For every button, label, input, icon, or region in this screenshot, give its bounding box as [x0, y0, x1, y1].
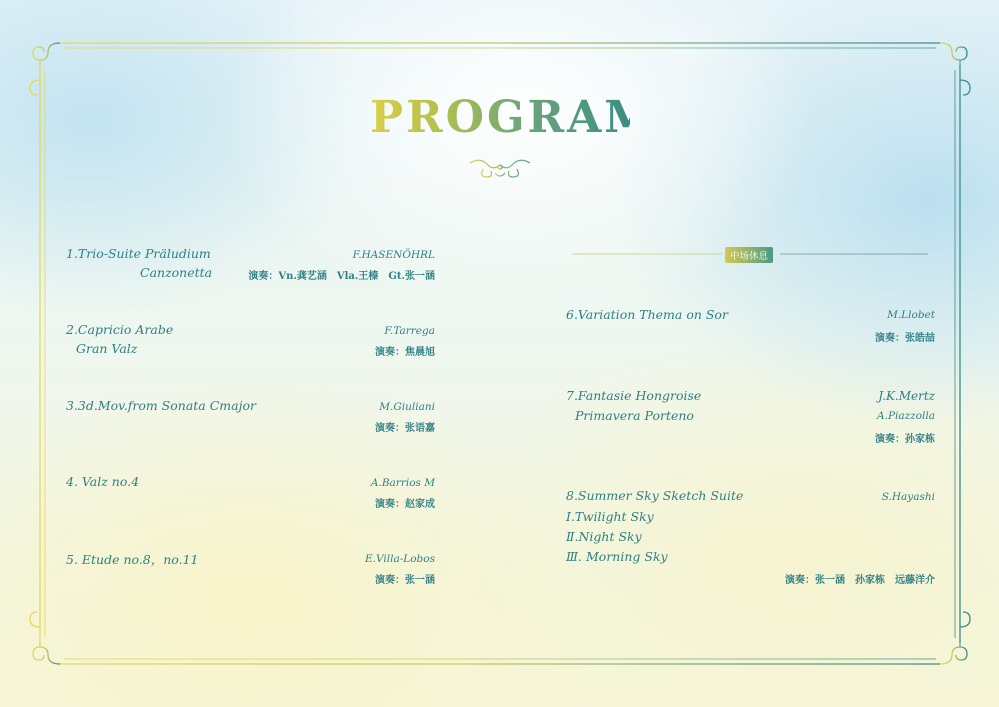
piece-7-composer-1: J.K.Mertz: [878, 389, 935, 403]
intermission-badge: 中场休息: [725, 247, 773, 263]
piece-3-composer: M.Giuliani: [379, 401, 435, 413]
piece-8-movement-3: Ⅲ. Morning Sky: [566, 549, 668, 564]
piece-4-composer: A.Barrios M: [370, 477, 435, 489]
page-title: PROGRAM: [370, 92, 656, 143]
piece-5-title: 5. Etude no.8，no.11: [66, 552, 199, 567]
piece-7-subtitle: Primavera Porteno: [575, 408, 694, 423]
piece-7-title: 7.Fantasie Hongroise: [566, 388, 702, 403]
piece-4-performers: 演奏：赵家成: [375, 499, 435, 510]
piece-7-composer-2: A.Piazzolla: [877, 410, 935, 422]
piece-7-performers: 演奏：孙家栋: [875, 434, 935, 445]
piece-3-performers: 演奏：张语嘉: [375, 423, 435, 434]
piece-1-composer: F.HASENÖHRL: [352, 249, 435, 261]
piece-5-composer: E.Villa-Lobos: [364, 553, 435, 565]
piece-6-performers: 演奏：张皓喆: [875, 333, 935, 344]
piece-8-composer: S.Hayashi: [881, 491, 935, 503]
piece-3-title: 3.3d.Mov.from Sonata Cmajor: [66, 398, 256, 413]
piece-8-movement-2: Ⅱ.Night Sky: [566, 529, 642, 544]
piece-2-performers: 演奏：焦晨旭: [375, 347, 435, 358]
piece-1-performers: 演奏：Vn.龚艺涵 Vla.王榛 Gt.张一涵: [248, 271, 435, 282]
piece-8-performers: 演奏：张一涵 孙家栋 远藤洋介: [785, 575, 935, 586]
piece-1-subtitle: Canzonetta: [140, 265, 213, 280]
piece-8-movement-1: Ⅰ.Twilight Sky: [566, 509, 654, 524]
piece-8-title: 8.Summer Sky Sketch Suite: [566, 488, 744, 503]
piece-2-subtitle: Gran Valz: [76, 341, 138, 356]
piece-6-title: 6.Variation Thema on Sor: [566, 307, 728, 322]
piece-1-title: 1.Trio-Suite Präludium: [66, 246, 211, 261]
scroll-flourish-icon: [425, 155, 575, 181]
piece-2-composer: F.Tarrega: [384, 325, 435, 337]
piece-6-composer: M.Llobet: [887, 309, 935, 321]
piece-4-title: 4. Valz no.4: [66, 474, 140, 489]
piece-2-title: 2.Capricio Arabe: [66, 322, 174, 337]
piece-5-performers: 演奏：张一涵: [375, 575, 435, 586]
